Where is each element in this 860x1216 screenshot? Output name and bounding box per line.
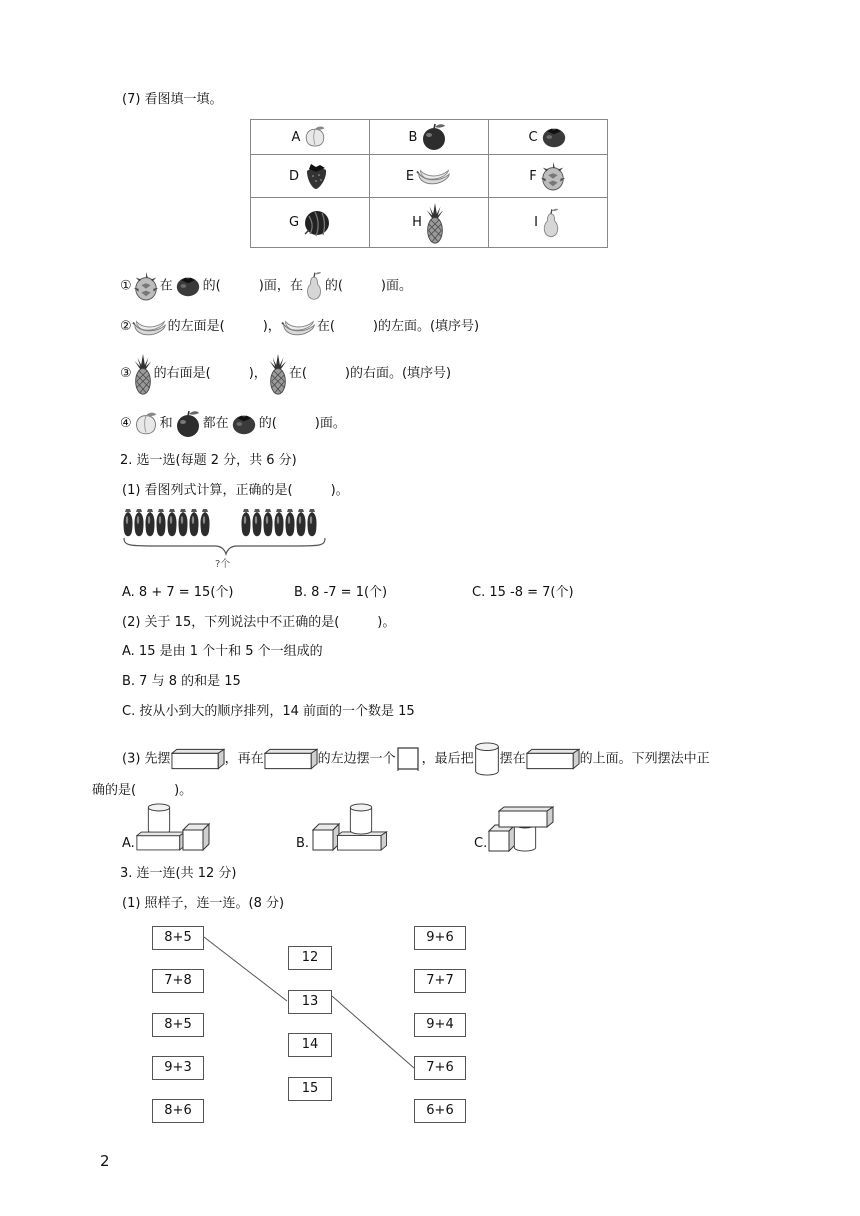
left-expr-2[interactable]: 7+8 bbox=[152, 969, 204, 993]
q2-2-option-a[interactable]: A. 15 是由 1 个十和 5 个一组成的 bbox=[122, 644, 323, 659]
brace-label: ?个 bbox=[215, 559, 231, 570]
section-2-title: 2. 选一选(每题 2 分，共 6 分) bbox=[120, 453, 297, 468]
mid-number-3[interactable]: 14 bbox=[288, 1033, 332, 1057]
right-expr-3[interactable]: 9+4 bbox=[414, 1013, 466, 1037]
q2-3-stem-cont: 确的是( )。 bbox=[92, 783, 193, 798]
mid-number-4[interactable]: 15 bbox=[288, 1077, 332, 1101]
right-expr-5[interactable]: 6+6 bbox=[414, 1099, 466, 1123]
cell-d: D bbox=[251, 155, 370, 198]
right-expr-2[interactable]: 7+7 bbox=[414, 969, 466, 993]
right-expr-4[interactable]: 7+6 bbox=[414, 1056, 466, 1080]
q2-2-option-c[interactable]: C. 按从小到大的顺序排列，14 前面的一个数是 15 bbox=[122, 704, 415, 719]
right-expr-1[interactable]: 9+6 bbox=[414, 926, 466, 950]
left-expr-4[interactable]: 9+3 bbox=[152, 1056, 204, 1080]
cell-e: E bbox=[370, 155, 489, 198]
q2-1-option-c[interactable]: C. 15 -8 = 7(个) bbox=[472, 585, 574, 600]
cell-i: I bbox=[489, 198, 608, 248]
cell-c: C bbox=[489, 120, 608, 155]
left-expr-3[interactable]: 8+5 bbox=[152, 1013, 204, 1037]
mid-number-1[interactable]: 12 bbox=[288, 946, 332, 970]
section-3-title: 3. 连一连(共 12 分) bbox=[120, 866, 237, 881]
q3-1-stem: (1) 照样子，连一连。(8 分) bbox=[122, 896, 285, 911]
left-expr-5[interactable]: 8+6 bbox=[152, 1099, 204, 1123]
mid-number-2[interactable]: 13 bbox=[288, 990, 332, 1014]
cell-f: F bbox=[489, 155, 608, 198]
left-expr-1[interactable]: 8+5 bbox=[152, 926, 204, 950]
q2-3-option-c[interactable]: C. bbox=[474, 836, 488, 851]
q2-1-option-a[interactable]: A. 8 + 7 = 15(个) bbox=[122, 585, 234, 600]
q7-title: (7) 看图填一填。 bbox=[122, 92, 223, 107]
q2-3-option-a[interactable]: A. bbox=[122, 836, 135, 851]
q2-1-stem: (1) 看图列式计算，正确的是( )。 bbox=[122, 483, 349, 498]
cell-a: A bbox=[251, 120, 370, 155]
cell-g: G bbox=[251, 198, 370, 248]
q2-3-stem: (3) 先摆 ，再在 的左边摆一个 ，最后把 摆在 的上面。下列摆法中正 bbox=[122, 742, 710, 777]
q2-2-stem: (2) 关于 15，下列说法中不正确的是( )。 bbox=[122, 615, 396, 630]
q2-2-option-b[interactable]: B. 7 与 8 的和是 15 bbox=[122, 674, 241, 689]
q7-sentence-1: ① 在 的( )面，在 的( )面。 bbox=[120, 270, 412, 302]
q2-1-option-b[interactable]: B. 8 -7 = 1(个) bbox=[294, 585, 388, 600]
cell-h: H bbox=[370, 198, 489, 248]
q2-3-option-b[interactable]: B. bbox=[296, 836, 310, 851]
q7-sentence-3: ③ 的右面是( )， 在( )的右面。(填序号) bbox=[120, 350, 451, 398]
cell-b: B bbox=[370, 120, 489, 155]
q7-sentence-2: ② 的左面是( )， 在( )的左面。(填序号) bbox=[120, 313, 479, 341]
q7-sentence-4: ④ 和 都在 的( )面。 bbox=[120, 408, 346, 440]
page-number: 2 bbox=[100, 1152, 110, 1170]
